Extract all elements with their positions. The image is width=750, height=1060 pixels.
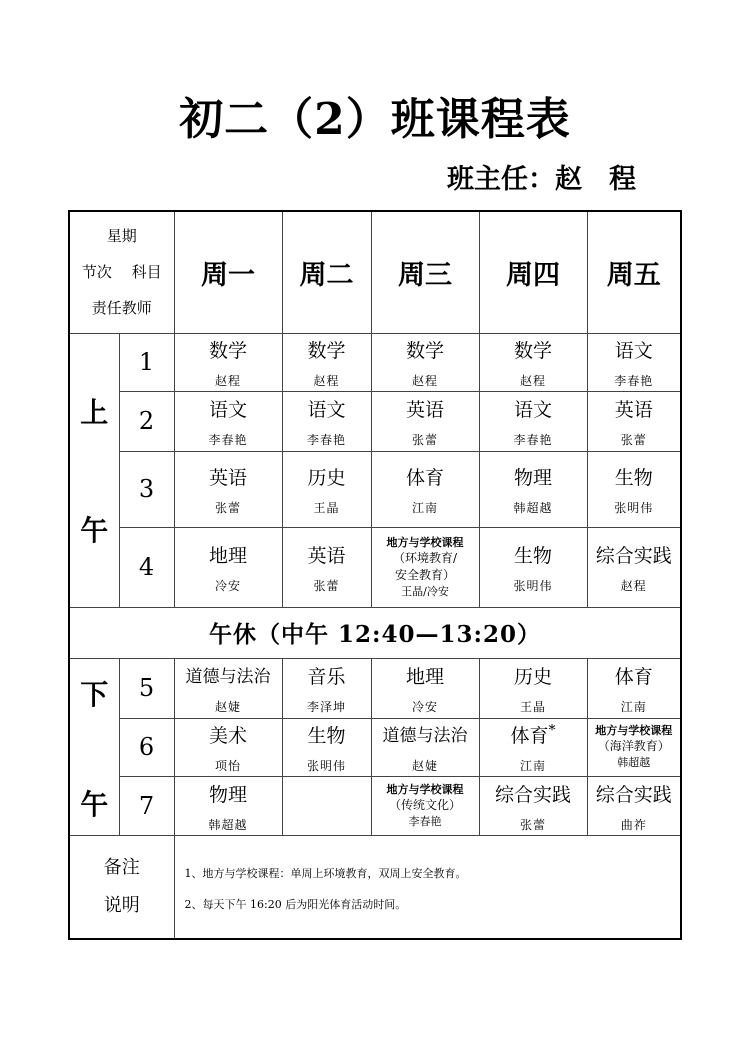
class-cell bbox=[371, 658, 479, 718]
class-cell bbox=[479, 451, 587, 527]
class-cell bbox=[174, 777, 282, 835]
note-item: 1、地方与学校课程：单周上环境教育，双周上安全教育。 bbox=[184, 866, 467, 880]
head-teacher: 班主任：赵 程 bbox=[447, 164, 636, 195]
subject: 音乐 bbox=[307, 666, 346, 689]
teacher: 江南 bbox=[411, 501, 438, 515]
corner-cell bbox=[69, 211, 174, 333]
class-cell bbox=[174, 718, 282, 776]
header-row bbox=[69, 211, 681, 333]
teacher: 赵程 bbox=[620, 579, 647, 593]
subject: 体育 bbox=[614, 666, 653, 689]
subject: 美术 bbox=[208, 725, 247, 748]
subject: 综合实践 bbox=[595, 545, 672, 567]
teacher: 张蕾 bbox=[214, 501, 241, 515]
subject-detail: 安全教育） bbox=[394, 567, 455, 582]
subject-detail: （海洋教育） bbox=[597, 739, 670, 754]
note-item: 2、每天下午 16:20 后为阳光体育活动时间。 bbox=[184, 897, 407, 911]
teacher: 韩超越 bbox=[513, 501, 553, 515]
subject: 地理 bbox=[405, 666, 444, 689]
class-cell bbox=[479, 333, 587, 391]
notes-row bbox=[69, 835, 681, 939]
period-number: 6 bbox=[119, 718, 174, 776]
day-header: 周四 bbox=[479, 211, 587, 333]
subject: 英语 bbox=[614, 399, 653, 421]
class-cell bbox=[282, 391, 371, 451]
subject: 数学 bbox=[513, 340, 552, 362]
period-row bbox=[69, 451, 681, 527]
class-cell bbox=[587, 391, 681, 451]
corner-period-subject: 节次 科目 bbox=[81, 263, 162, 282]
teacher: 冷安 bbox=[214, 579, 241, 593]
class-cell bbox=[371, 391, 479, 451]
class-cell bbox=[282, 333, 371, 391]
class-cell bbox=[587, 333, 681, 391]
class-cell bbox=[587, 658, 681, 718]
subject: 生物 bbox=[513, 545, 552, 567]
teacher: 张蕾 bbox=[313, 579, 340, 593]
class-cell bbox=[174, 658, 282, 718]
lunch-break: 午休（中午 12:40—13:20） bbox=[69, 607, 681, 658]
page-title: 初二（2）班课程表 bbox=[179, 94, 571, 145]
period-number: 2 bbox=[119, 391, 174, 451]
notes-label-line1: 备注 bbox=[103, 856, 140, 878]
subject: 英语 bbox=[307, 545, 346, 567]
period-row bbox=[69, 391, 681, 451]
subject: 数学 bbox=[405, 340, 444, 362]
day-header: 周三 bbox=[371, 211, 479, 333]
class-cell bbox=[174, 451, 282, 527]
teacher: 赵程 bbox=[313, 374, 340, 388]
subject: 地理 bbox=[208, 545, 247, 567]
class-cell bbox=[371, 451, 479, 527]
teacher: 李春艳 bbox=[306, 433, 346, 447]
teacher: 王晶 bbox=[313, 501, 340, 515]
afternoon-label-bottom: 午 bbox=[80, 787, 109, 821]
period-number: 4 bbox=[119, 527, 174, 607]
class-cell bbox=[587, 451, 681, 527]
class-cell bbox=[479, 777, 587, 835]
period-number: 7 bbox=[119, 777, 174, 835]
period-row bbox=[69, 527, 681, 607]
teacher: 江南 bbox=[620, 700, 647, 715]
notes-label-line2: 说明 bbox=[103, 894, 140, 916]
corner-weekday: 星期 bbox=[106, 227, 137, 246]
subject: 生物 bbox=[307, 725, 346, 748]
class-cell bbox=[479, 391, 587, 451]
class-cell bbox=[587, 527, 681, 607]
corner-teacher: 责任教师 bbox=[91, 299, 152, 318]
class-cell bbox=[371, 718, 479, 776]
subject: 地方与学校课程 bbox=[595, 724, 673, 738]
teacher: 张蕾 bbox=[519, 817, 546, 832]
teacher: 张明伟 bbox=[513, 579, 553, 593]
period-row bbox=[69, 658, 681, 718]
subject: 数学 bbox=[307, 340, 346, 362]
morning-label-bottom: 午 bbox=[80, 514, 109, 547]
subject: 地方与学校课程 bbox=[386, 535, 464, 549]
teacher: 李春艳 bbox=[513, 433, 553, 447]
teacher: 张蕾 bbox=[411, 433, 438, 447]
teacher: 赵程 bbox=[214, 374, 241, 388]
period-number: 5 bbox=[119, 658, 174, 718]
morning-label bbox=[69, 333, 119, 607]
teacher: 张明伟 bbox=[306, 759, 346, 774]
period-row bbox=[69, 777, 681, 835]
subject: 生物 bbox=[614, 467, 653, 489]
teacher: 王晶 bbox=[519, 700, 546, 715]
period-row bbox=[69, 718, 681, 776]
subject: 语文 bbox=[307, 399, 346, 421]
class-cell bbox=[174, 391, 282, 451]
morning-label-top: 上 bbox=[80, 396, 109, 429]
subject: 语文 bbox=[614, 340, 653, 362]
class-cell bbox=[371, 527, 479, 607]
teacher: 李春艳 bbox=[208, 433, 248, 447]
teacher: 赵程 bbox=[411, 374, 438, 388]
teacher: 张蕾 bbox=[620, 433, 647, 447]
period-number: 1 bbox=[119, 333, 174, 391]
class-cell bbox=[587, 777, 681, 835]
lunch-row bbox=[69, 607, 681, 658]
class-cell bbox=[282, 451, 371, 527]
teacher: 曲祚 bbox=[620, 817, 647, 832]
subject: 语文 bbox=[208, 399, 247, 421]
teacher: 赵婕 bbox=[411, 759, 438, 774]
teacher: 项怡 bbox=[214, 759, 241, 774]
subject: 道德与法治 bbox=[185, 667, 271, 688]
class-cell bbox=[479, 658, 587, 718]
teacher: 赵程 bbox=[519, 374, 546, 388]
teacher: 张明伟 bbox=[614, 501, 654, 515]
teacher: 王晶/冷安 bbox=[401, 584, 449, 598]
subject: 数学 bbox=[208, 340, 247, 362]
period-row bbox=[69, 333, 681, 391]
subject: 综合实践 bbox=[494, 783, 571, 806]
teacher: 李泽坤 bbox=[306, 700, 346, 715]
subject-with-mark bbox=[480, 723, 587, 749]
class-cell-empty bbox=[282, 777, 371, 835]
subject: 物理 bbox=[513, 467, 552, 489]
teacher: 李春艳 bbox=[408, 814, 442, 828]
subject: 语文 bbox=[513, 399, 552, 421]
subject: 物理 bbox=[208, 783, 247, 806]
subject: 历史 bbox=[307, 467, 346, 489]
teacher: 韩超越 bbox=[208, 817, 248, 832]
class-cell bbox=[282, 527, 371, 607]
day-header: 周五 bbox=[587, 211, 681, 333]
afternoon-label bbox=[69, 658, 119, 835]
teacher: 冷安 bbox=[411, 700, 438, 715]
subject: 历史 bbox=[513, 666, 552, 689]
teacher: 江南 bbox=[519, 759, 546, 774]
timetable bbox=[68, 210, 682, 940]
class-cell bbox=[479, 718, 587, 776]
notes-content bbox=[174, 835, 681, 939]
day-header: 周二 bbox=[282, 211, 371, 333]
subject-detail: （环境教育/ bbox=[392, 550, 458, 565]
subject: 地方与学校课程 bbox=[386, 782, 464, 796]
subject: 体育 bbox=[510, 725, 549, 748]
class-cell bbox=[282, 658, 371, 718]
teacher: 韩超越 bbox=[617, 756, 651, 770]
notes-label bbox=[69, 835, 174, 939]
subject: 英语 bbox=[405, 399, 444, 421]
afternoon-label-top: 下 bbox=[80, 677, 109, 711]
class-cell bbox=[479, 527, 587, 607]
class-cell bbox=[174, 333, 282, 391]
class-cell bbox=[174, 527, 282, 607]
class-cell bbox=[371, 777, 479, 835]
day-header: 周一 bbox=[174, 211, 282, 333]
class-cell bbox=[371, 333, 479, 391]
class-cell bbox=[587, 718, 681, 776]
teacher: 李春艳 bbox=[614, 374, 654, 388]
period-number: 3 bbox=[119, 451, 174, 527]
subject: 英语 bbox=[208, 467, 247, 489]
subject: 体育 bbox=[405, 467, 444, 489]
subject-detail: （传统文化） bbox=[388, 797, 461, 812]
subject: 道德与法治 bbox=[382, 726, 468, 747]
teacher: 赵婕 bbox=[214, 700, 241, 715]
asterisk-mark: * bbox=[548, 723, 556, 740]
class-cell bbox=[282, 718, 371, 776]
subject: 综合实践 bbox=[595, 783, 672, 806]
